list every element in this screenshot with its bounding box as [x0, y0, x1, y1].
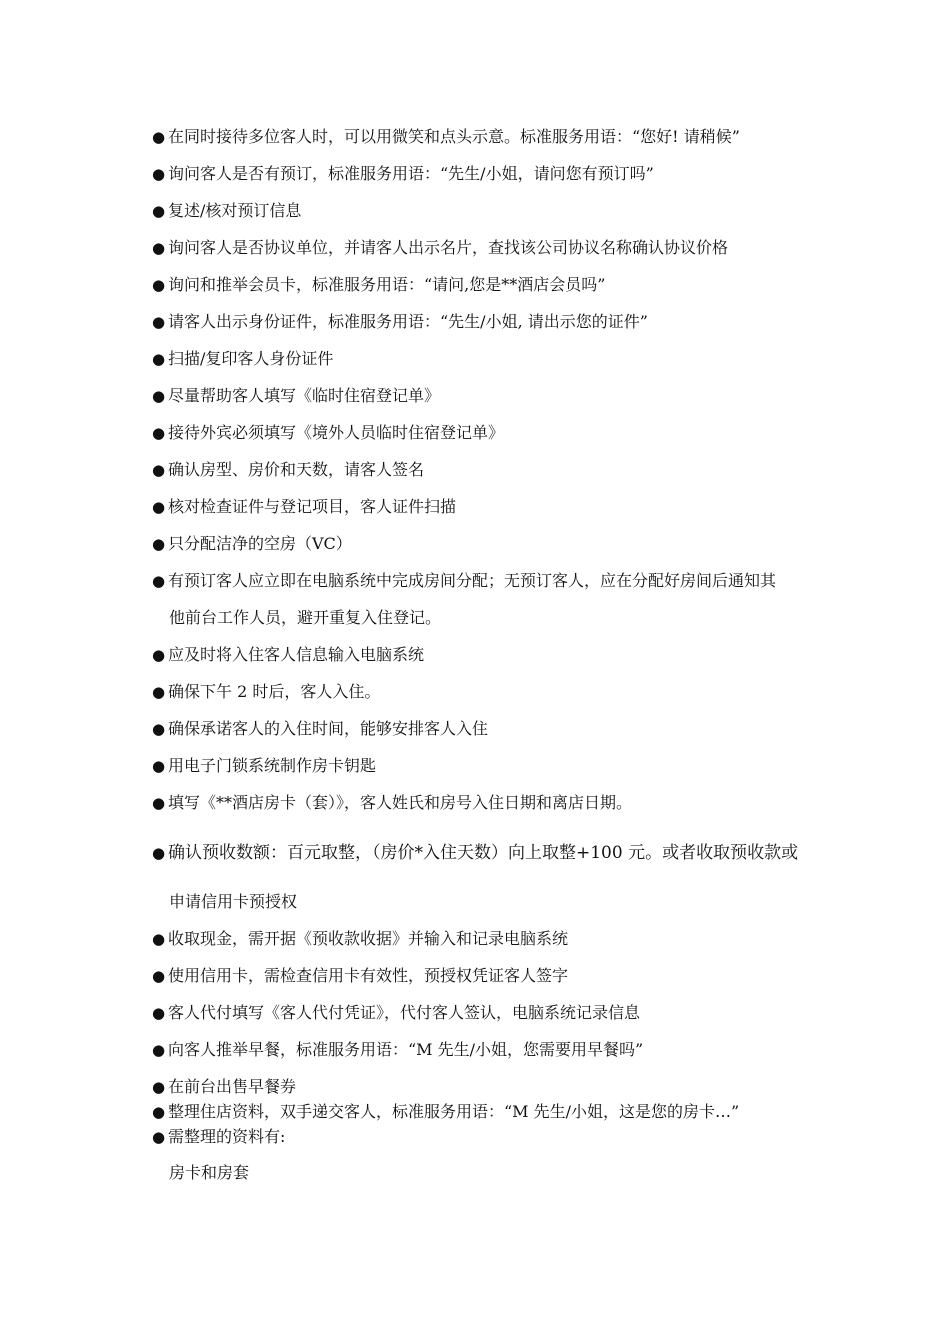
- list-item: ● 询问客人是否协议单位，并请客人出示名片，查找该公司协议名称确认协议价格: [152, 238, 729, 257]
- list-item: ● 核对检查证件与登记项目，客人证件扫描: [152, 497, 457, 516]
- bullet-icon: ●: [152, 1103, 166, 1121]
- bullet-icon: ●: [152, 387, 166, 405]
- list-item: ● 扫描/复印客人身份证件: [152, 349, 334, 368]
- list-item: ● 询问和推举会员卡，标准服务用语：“请问,您是**酒店会员吗”: [152, 275, 606, 294]
- list-item: ● 确认预收数额：百元取整，（房价*入住天数）向上取整+100 元。或者收取预收款或: [152, 843, 799, 863]
- list-item-continuation: 他前台工作人员，避开重复入住登记。: [169, 608, 442, 627]
- list-item: ● 收取现金，需开据《预收款收据》并输入和记录电脑系统: [152, 929, 569, 948]
- list-item: ● 整理住店资料，双手递交客人，标准服务用语：“M 先生/小姐，这是您的房卡…”: [152, 1102, 740, 1121]
- list-item: ● 有预订客人应立即在电脑系统中完成房间分配；无预订客人，应在分配好房间后通知其: [152, 571, 777, 590]
- bullet-icon: ●: [152, 1078, 166, 1096]
- bullet-icon: ●: [152, 128, 166, 146]
- list-item: ● 需整理的资料有:: [152, 1127, 286, 1146]
- bullet-icon: ●: [152, 646, 166, 664]
- list-item: ● 尽量帮助客人填写《临时住宿登记单》: [152, 386, 441, 405]
- bullet-icon: ●: [152, 794, 166, 812]
- bullet-icon: ●: [152, 165, 166, 183]
- list-item: ● 在前台出售早餐券: [152, 1077, 297, 1096]
- bullet-icon: ●: [152, 535, 166, 553]
- bullet-icon: ●: [152, 1041, 166, 1059]
- bullet-icon: ●: [152, 313, 166, 331]
- list-item: ● 用电子门锁系统制作房卡钥匙: [152, 756, 377, 775]
- list-item: ● 询问客人是否有预订，标准服务用语：“先生/小姐，请问您有预订吗”: [152, 164, 654, 183]
- bullet-icon: ●: [152, 967, 166, 985]
- list-item: ● 确保下午 2 时后，客人入住。: [152, 682, 381, 701]
- list-item: ● 填写《**酒店房卡（套）》，客人姓氏和房号入住日期和离店日期。: [152, 793, 633, 812]
- list-item: ● 只分配洁净的空房（VC）: [152, 534, 352, 553]
- bullet-icon: ●: [152, 683, 166, 701]
- bullet-icon: ●: [152, 1128, 166, 1146]
- list-item: ● 应及时将入住客人信息输入电脑系统: [152, 645, 425, 664]
- list-item: ● 复述/核对预订信息: [152, 201, 302, 220]
- bullet-icon: ●: [152, 461, 166, 479]
- list-item: ● 客人代付填写《客人代付凭证》，代付客人签认，电脑系统记录信息: [152, 1003, 641, 1022]
- bullet-icon: ●: [152, 844, 166, 862]
- list-item-continuation: 申请信用卡预授权: [169, 892, 298, 911]
- bullet-icon: ●: [152, 239, 166, 257]
- bullet-icon: ●: [152, 498, 166, 516]
- bullet-icon: ●: [152, 424, 166, 442]
- list-item: ● 接待外宾必须填写《境外人员临时住宿登记单》: [152, 423, 505, 442]
- bullet-icon: ●: [152, 350, 166, 368]
- bullet-icon: ●: [152, 1004, 166, 1022]
- bullet-icon: ●: [152, 930, 166, 948]
- list-item: ● 使用信用卡，需检查信用卡有效性，预授权凭证客人签字: [152, 966, 569, 985]
- list-item: ● 向客人推举早餐，标准服务用语：“M 先生/小姐，您需要用早餐吗”: [152, 1040, 644, 1059]
- bullet-icon: ●: [152, 572, 166, 590]
- list-item-continuation: 房卡和房套: [169, 1163, 250, 1182]
- bullet-icon: ●: [152, 202, 166, 220]
- list-item: ● 请客人出示身份证件，标准服务用语：“先生/小姐, 请出示您的证件”: [152, 312, 648, 331]
- bullet-icon: ●: [152, 757, 166, 775]
- list-item: ● 确认房型、房价和天数，请客人签名: [152, 460, 425, 479]
- list-item: ● 确保承诺客人的入住时间，能够安排客人入住: [152, 719, 489, 738]
- list-item: ● 在同时接待多位客人时，可以用微笑和点头示意。标准服务用语：“您好! 请稍候”: [152, 127, 740, 146]
- bullet-icon: ●: [152, 276, 166, 294]
- bullet-icon: ●: [152, 720, 166, 738]
